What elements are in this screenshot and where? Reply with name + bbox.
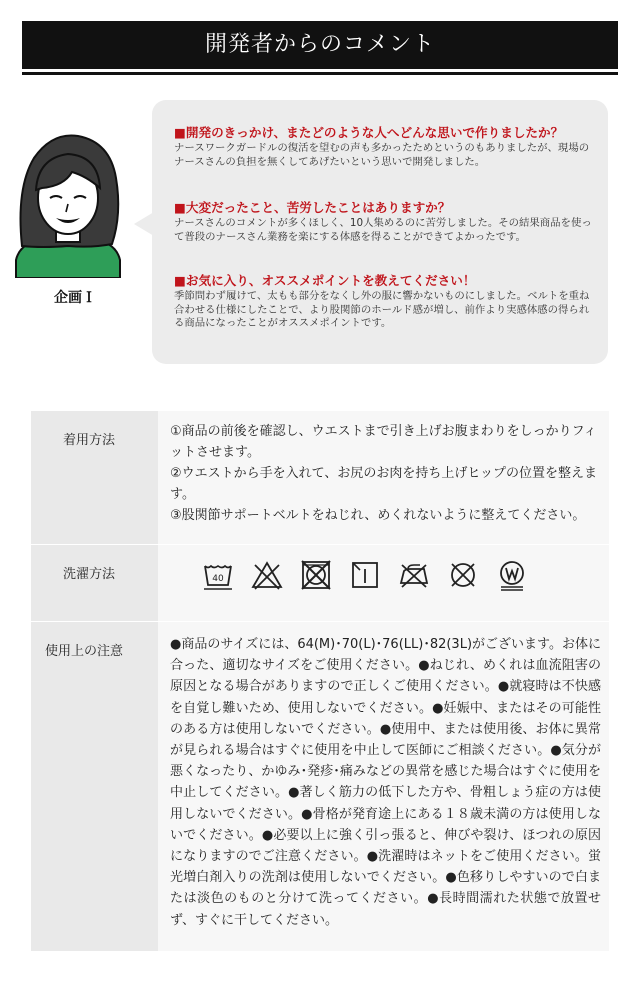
washing-label: 洗濯方法 xyxy=(31,545,158,621)
comment-question: ■開発のきっかけ、またどのような人へどんな思いで作りましたか？ xyxy=(174,125,564,140)
bubble-tail xyxy=(134,212,154,236)
developer-name: 企画Ｉ xyxy=(54,290,96,306)
header-bar xyxy=(22,21,618,69)
care-icons xyxy=(158,545,609,591)
comment-question: ■お気に入り、オススメポイントを教えてください！ xyxy=(174,273,476,288)
no-dry-clean-icon xyxy=(447,559,479,591)
comment-block xyxy=(174,273,596,331)
usage-step: ②ウエストから手を入れて、お尻のお肉を持ち上げヒップの位置を整えます。 xyxy=(170,466,598,502)
no-tumble-dry-icon xyxy=(300,559,332,591)
comment-answer: 季節問わず履けて、太もも部分をなくし外の服に響かないものにしました。ベルトを重ね合わせる仕様にしたことで、より股関節のホールド感が増し、前作より実感体感の得られる商品になったことがオススメポイントです。 xyxy=(174,290,590,329)
usage-content xyxy=(158,411,609,544)
comment-question: ■大変だったこと、苦労したことはありますか？ xyxy=(174,200,451,215)
comment-answer: ナースさんのコメントが多くほしく、10人集めるのに苦労しました。その結果商品を使って普段のナースさん業務を楽にする体感を得ることができてよかったです。 xyxy=(174,217,592,243)
notes-row xyxy=(31,622,609,952)
comment-answer: ナースワークガードルの復活を望むの声も多かったためというのもありましたが、現場のナースさんの負担を無くしてあげたいという思いで開発しました。 xyxy=(174,142,590,168)
header-rule xyxy=(22,72,618,75)
usage-step: ①商品の前後を確認し、ウエストまで引き上げお腹まわりをしっかりフィットさせます。 xyxy=(170,424,597,460)
usage-step: ③股関節サポートベルトをねじれ、めくれないように整えてください。 xyxy=(170,508,586,523)
usage-label: 着用方法 xyxy=(31,411,158,544)
no-iron-icon xyxy=(398,559,430,591)
line-dry-shade-icon xyxy=(349,559,381,591)
usage-row xyxy=(31,411,609,545)
wash-temp: 40 xyxy=(212,574,224,584)
notes-label: 使用上の注意 xyxy=(31,622,158,951)
no-bleach-icon xyxy=(251,559,283,591)
page-title: 開発者からのコメント xyxy=(204,32,435,57)
wet-clean-icon xyxy=(496,559,528,591)
comment-block xyxy=(174,125,596,169)
notes-content: ●商品のサイズには、64(M)･70(L)･76(LL)･82(3L)がございます。お体に合った、適切なサイズをご使用ください。●ねじれ、めくれは血流阻害の原因となる場合がありますので正しくご使用ください。●就寝時は不快感を自覚し難いため、使用しないでください。●妊娠中、またはその可能性のある方は使用しないでください。●使用中、または使用後、お体に異常が見られる場合はすぐに使用を中止して医師にご相談ください。●気分が悪くなったり、かゆみ･発疹･痛みなどの異常を感じた場合はすぐに使用を中止してください。●著しく筋力の低下した方や、骨粗しょう症の方は使用しないでください。●骨格が発育途上にある１８歳未満の方は使用しないでください。●必要以上に強く引っ張ると、伸びや裂け、ほつれの原因になりますのでご注意ください。●洗濯時はネットをご使用ください。蛍光増白剤入りの洗剤は使用しないでください。●色移りしやすいので白または淡色のものと分けて洗ってください。●長時間濡れた状態で放置せず、すぐに干してください。 xyxy=(158,622,609,951)
woman-avatar-icon xyxy=(12,128,124,278)
comment-block xyxy=(174,200,596,244)
washing-row xyxy=(31,545,609,622)
wash-40-icon xyxy=(202,559,234,591)
spec-table xyxy=(31,411,609,952)
washing-content xyxy=(158,545,609,621)
